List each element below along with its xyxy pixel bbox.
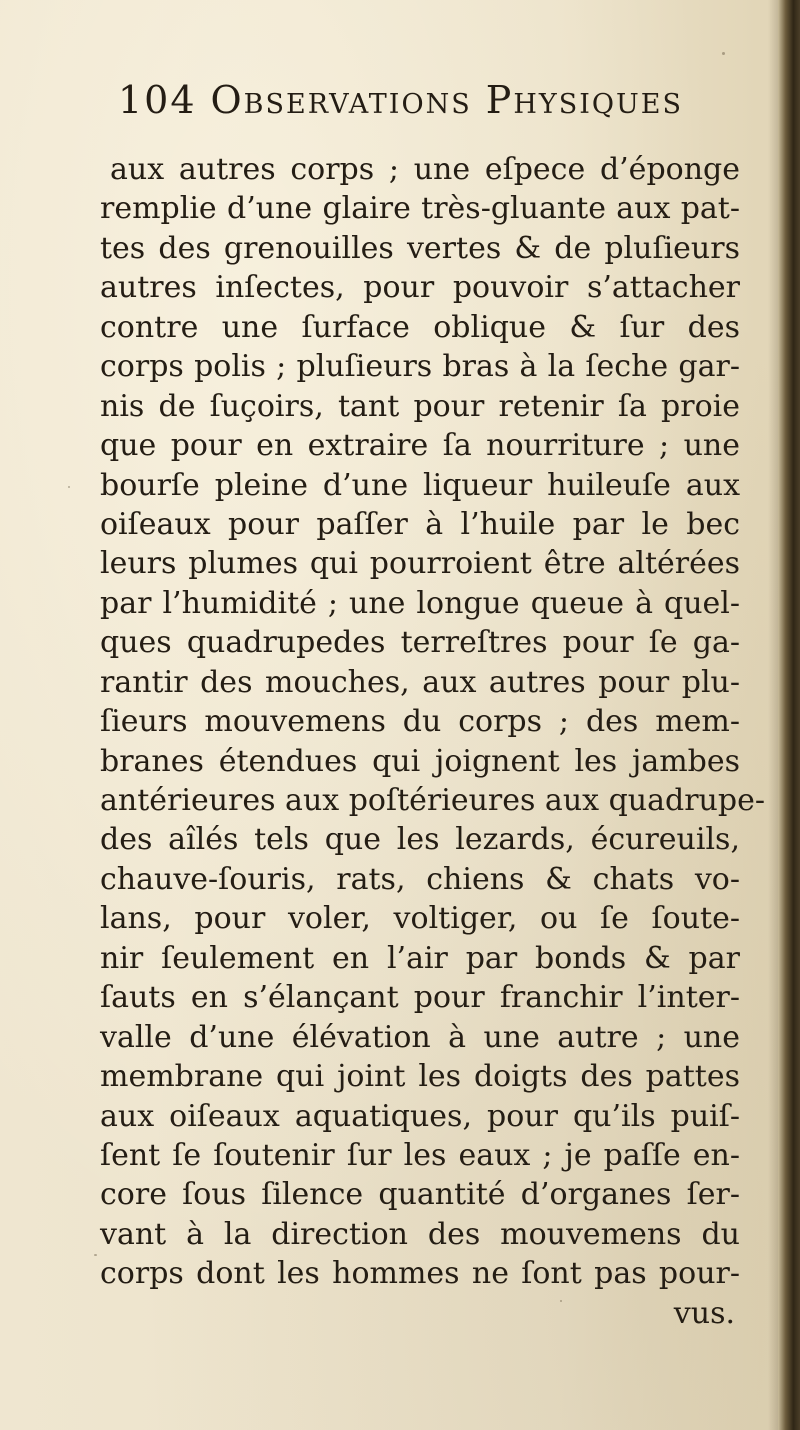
text-line: vant à la direction des mouvemens du [100, 1216, 740, 1252]
text-line: corps polis ; pluſieurs bras à la ſeche gar- [100, 349, 740, 385]
text-line: valle d’une élévation à une autre ; une [100, 1019, 740, 1055]
text-line: aux oiſeaux aquatiques, pour qu’ils puiſ- [100, 1098, 740, 1134]
text-line: que pour en extraire ſa nourriture ; une [100, 428, 740, 464]
paper-speck [68, 486, 70, 488]
text-line: antérieures aux poſtérieures aux quadrupe- [100, 783, 765, 818]
paper-speck [94, 1254, 97, 1256]
text-line: rantir des mouches, aux autres pour plu- [100, 664, 740, 700]
text-line: chauve-ſouris, rats, chiens & chats vo- [100, 861, 740, 897]
book-binding-edge [778, 0, 800, 1430]
text-line: branes étendues qui joignent les jambes [100, 743, 740, 779]
page-shadow [768, 0, 778, 1430]
text-line: ſieurs mouvemens du corps ; des mem- [100, 704, 740, 740]
text-line: core ſous ſilence quantité d’organes ſer- [100, 1177, 740, 1213]
text-line: par l’humidité ; une longue queue à quel- [100, 585, 740, 621]
paper-speck [560, 1300, 562, 1302]
text-line: membrane qui joint les doigts des pattes [100, 1059, 740, 1095]
text-line: ſauts en s’élançant pour franchir l’inter- [100, 980, 740, 1016]
text-line: autres inſectes, pour pouvoir s’attacher [100, 270, 740, 306]
text-line: ques quadrupedes terreſtres pour ſe ga- [100, 625, 740, 661]
running-header [118, 78, 718, 128]
page-number: 104 [118, 78, 197, 122]
text-line: des aîlés tels que les lezards, écureuils, [100, 822, 740, 858]
text-line: leurs plumes qui pourroient être altérées [100, 546, 740, 582]
text-line: tes des grenouilles vertes & de pluſieurs [100, 230, 740, 266]
text-line: nir ſeulement en l’air par bonds & par [100, 940, 740, 976]
text-line: contre une ſurface oblique & ſur des [100, 309, 740, 345]
text-line: ſent ſe ſoutenir ſur les eaux ; je paſſe en- [100, 1137, 740, 1173]
text-line: remplie d’une glaire très-gluante aux pat- [100, 191, 740, 227]
running-title: Observations Physiques [210, 78, 683, 122]
text-line: bourſe pleine d’une liqueur huileuſe aux [100, 467, 740, 503]
body-text [90, 150, 765, 1333]
text-line: lans, pour voler, voltiger, ou ſe ſoute- [100, 901, 740, 937]
text-line: aux autres corps ; une eſpece d’éponge [110, 152, 740, 187]
text-line: corps dont les hommes ne ſont pas pour- [100, 1256, 740, 1292]
paper-speck [722, 52, 725, 55]
text-line: oiſeaux pour paſſer à l’huile par le bec [100, 506, 740, 542]
catchword: vus. [673, 1295, 735, 1331]
text-line: nis de ſuçoirs, tant pour retenir ſa proie [100, 388, 740, 424]
